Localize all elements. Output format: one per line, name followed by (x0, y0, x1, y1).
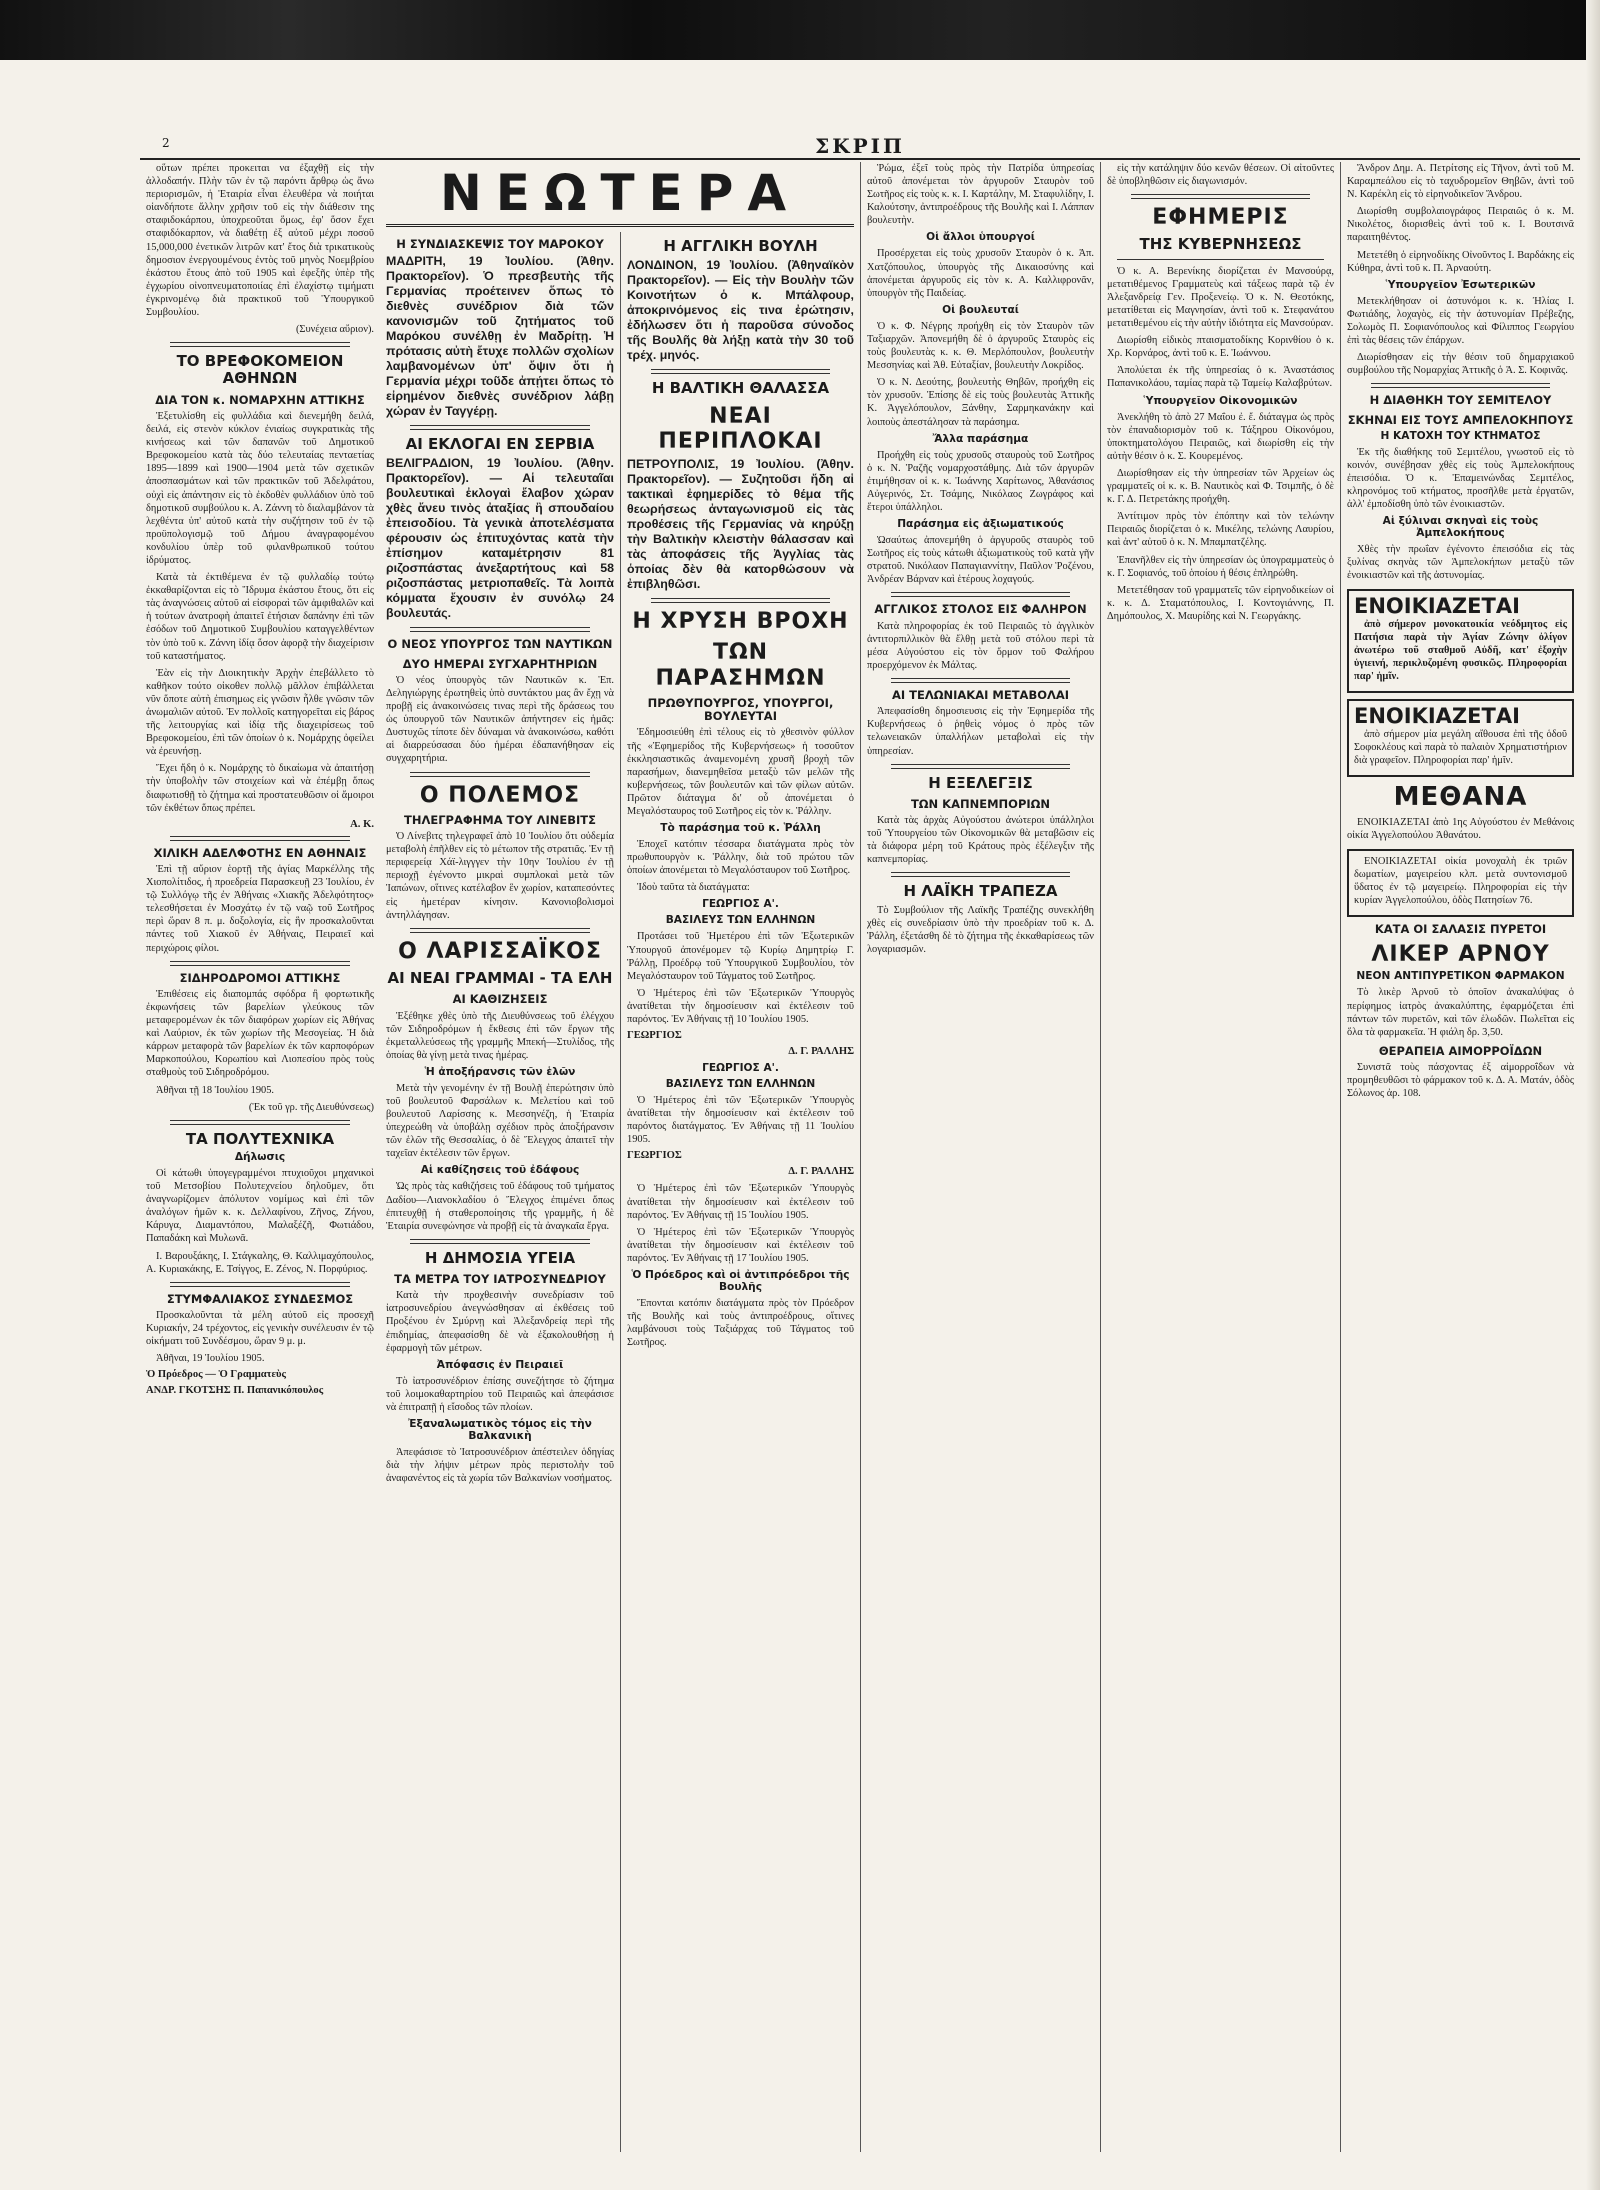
section-divider (410, 1239, 590, 1244)
section-divider (170, 1120, 350, 1125)
dateline: Ἀθῆναι, 19 Ἰουλίου 1905. (156, 1353, 265, 1365)
headline: ΣΙΔΗΡΟΔΡΟΜΟΙ ΑΤΤΙΚΗΣ (179, 970, 341, 985)
article-text: Ἔχει ἤδη ὁ κ. Νομάρχης τὸ δικαίωμα νὰ ἀπαιτήσῃ τὴν ὑποβολὴν τῶν στοιχείων καὶ νὰ ἐπέμβῃ ὅπως διαφωτισθῇ τὸ ζήτημα καὶ προστατευθῶσιν οἱ ἄμοιροι τῶν ἐκθέτων ὅπως πρέπει. (146, 763, 374, 814)
ad-text: ΕΝΟΙΚΙΑΖΕΤΑΙ ἀπὸ 1ης Αὐγούστου ἐν Μεθάνοις οἰκία Ἀγγελοπούλου Ἀθανάτου. (1347, 817, 1574, 842)
section-subhead: Ἡ ἀποξήρανσις τῶν ἑλῶν (424, 1065, 576, 1078)
headline: Η ΒΑΛΤΙΚΗ ΘΑΛΑΣΣΑ (651, 379, 830, 398)
masthead-title: ΣΚΡΙΠ (815, 134, 905, 158)
section-divider (891, 872, 1070, 877)
article-text: Κατὰ πληροφορίας ἐκ τοῦ Πειραιῶς τὸ ἀγγλικὸν ἀντιτορπιλλικὸν θὰ ἔλθῃ μετὰ τοῦ στόλου περὶ τὰ μέσα Αὐγούστου εἰς τὸν ὅρμον τοῦ Φαλήρου προερχόμενον ἐκ Μάλτας. (867, 620, 1094, 671)
headline: Ο ΝΕΟΣ ΥΠΟΥΡΓΟΣ ΤΩΝ ΝΑΥΤΙΚΩΝ (387, 637, 613, 652)
section-divider (410, 627, 590, 632)
decree-text: Ὁ Ἡμέτερος ἐπὶ τῶν Ἐξωτερικῶν Ὑπουργὸς ἀνατίθεται τὴν δημοσίευσιν καὶ ἐκτέλεσιν τοῦ παρόντος. Ἐν Ἀθήναις τῇ 17 Ἰουλίου 1905. (627, 1226, 854, 1264)
headline: Η ΛΑΪΚΗ ΤΡΑΠΕΖΑ (903, 882, 1058, 901)
section-banner-neotera: ΝΕΩΤΕΡΑ (386, 162, 854, 227)
article-text: Ὁ νέος ὑπουργὸς τῶν Ναυτικῶν κ. Ἐπ. Δεληγιώργης ἐρωτηθεὶς ὑπὸ συντάκτου μας ἂν ἔχῃ νὰ προβῇ εἰς ἀνακοινώσεις τινας περὶ τῆς δράσεως του ὡς ὑπουργοῦ τῶν Ναυτικῶν ἀπήντησεν εἰς ἡμᾶς: Δυστυχῶς τίποτε δὲν δύναμαι νὰ ἀνακοινώσω, καθότι αἱ διαρρεύσασαι δύο ἡμέραι ἐδαπανήθησαν εἰς συγχαρητήρια. (386, 674, 614, 765)
decree-text: Ὁ Ἡμέτερος ἐπὶ τῶν Ἐξωτερικῶν Ὑπουργὸς ἀνατίθεται τὴν δημοσίευσιν καὶ ἐκτέλεσιν τοῦ παρόντος. Ἐν Ἀθήναις τῇ 15 Ἰουλίου 1905. (627, 1183, 854, 1221)
running-header (140, 136, 1580, 160)
signature: ΑΝΔΡ. ΓΚΟΤΣΗΣ Π. Παπανικόπουλος (146, 1385, 324, 1397)
scan-edge (1586, 0, 1600, 2190)
column-4 (860, 162, 1100, 2152)
section-subhead: Αἱ καθίζησεις τοῦ ἐδάφους (420, 1164, 580, 1177)
section-divider (410, 772, 590, 777)
scan-top-border (0, 0, 1600, 60)
headline: ΑΓΓΛΙΚΟΣ ΣΤΟΛΟΣ ΕΙΣ ΦΑΛΗΡΟΝ (874, 602, 1087, 617)
ad-headline: ΘΕΡΑΠΕΙΑ ΑΙΜΟΡΡΟΪΔΩΝ (1378, 1043, 1543, 1058)
headline: ΤΑ ΠΟΛΥΤΕΧΝΙΚΑ (185, 1129, 335, 1148)
section-subhead: Παράσημα εἰς ἀξιωματικούς (897, 518, 1064, 531)
article-text: Κατὰ τὰ ἐκτιθέμενα ἐν τῷ φυλλαδίῳ τούτῳ ἐκκαθαρίζονται εἰς τὸ Ἵδρυμα ἑκάστου ἔτους, ὅτι εἰς τὰς ἀναγνώσεις αὐτοῦ αἱ εἰσφοραὶ τῶν ἀμφιθαλῶν καὶ ἡ τούτων ἀνατροφὴ ἀπαιτεῖ ἐτήσιαν δαπάνην ἐπὶ τῶν ἐσόδων τοῦ Δημοτικοῦ Συμβουλίου καταγγελθέντων τὸν ὑπὸ τοῦ κ. Ζάννη ἰδίᾳ ὅσον ἀφορᾷ τὴν διαχείρισιν τοῦ καταστήματος. (146, 572, 374, 662)
article-text: Προήχθη εἰς τοὺς χρυσοῦς σταυροὺς τοῦ Σωτῆρος ὁ κ. Ν. Ῥαζῆς νομαρχοστάθμης. Διὰ τῶν ἀργυρῶν ἐτιμήθησαν οἱ κ. κ. Ἰωάννης Χαρίτωνος, Ἀθανάσιος Αὐγερινός, Στ. Τσάμης, Νικόλαος Ζωγράφος καὶ ἕτεροι ὑπάλληλοι. (867, 449, 1094, 513)
section-divider (170, 342, 350, 347)
headline: ΑΙ ΕΚΛΟΓΑΙ ΕΝ ΣΕΡΒΙΑ (405, 435, 595, 454)
article-text: Προσέρχεται εἰς τοὺς χρυσοῦν Σταυρὸν ὁ κ. Ἀπ. Χατζόπουλος, ὑπουργὸς τῆς Δικαιοσύνης καὶ ἀπονέμεται ἀργυροῦς εἰς τὸν κ. Α. Καλλιφρονᾶν, ὑπουργὸν τῆς Παιδείας. (867, 248, 1094, 299)
dateline: Ἀθῆναι τῇ 18 Ἰουλίου 1905. (156, 1084, 275, 1096)
column-1 (140, 162, 380, 2152)
section-divider (1131, 194, 1310, 199)
article-text: Κατὰ τὰς ἀρχὰς Αὐγούστου ἀνώτεροι ὑπάλληλοι τοῦ Ὑπουργείου τῶν Οἰκονομικῶν θὰ μεταβῶσιν εἰς τὰ διάφορα μέρη τοῦ Κράτους πρὸς ἐξέλεγξιν τῆς καπνεμπορίας. (867, 815, 1094, 866)
article-text: Ἄνδρον Δημ. Α. Πετρίτσης εἰς Τῆνον, ἀντὶ τοῦ Μ. Καραμπεάλου εἰς τὸ ταχυδρομεῖον Θηβῶν, ἀντὶ τοῦ Ν. Καρέκλη εἰς τὸ εἰρηνοδικεῖον Ἄνδρου. (1347, 163, 1574, 201)
headline: Η ΣΥΝΔΙΑΣΚΕΨΙΣ ΤΟΥ ΜΑΡΟΚΟΥ (396, 237, 604, 251)
source-note: (Ἐκ τοῦ γρ. τῆς Διευθύνσεως) (248, 1101, 374, 1113)
article-text: Ῥώμα, ἐξεῖ τοὺς πρὸς τὴν Πατρίδα ὑπηρεσίας αὐτοῦ ἀπονέμεται τὸν ἀργυροῦν Σταυρὸν τοῦ Σωτῆρος εἰς τοὺς κ. κ. Ι. Καρτάλην, Μ. Σταφυλίδην, Ι. Καλούτσην, ἀντιπροέδρους τῆς Βουλῆς καὶ Ι. Λάππαν βουλευτὴν. (867, 163, 1095, 227)
article-text: Ἀντίτιμον πρὸς τὸν ἐπόπτην καὶ τὸν τελώνην Πειραιῶς διορίζεται ὁ κ. Μικέλης, τελώνης Λαυρίου, καὶ ἀντ' αὐτοῦ ὁ κ. Ν. Μπαμπατζέλης. (1107, 511, 1334, 549)
article-text: Ὡσαύτως ἀπονεμήθη ὁ ἀργυροῦς σταυρὸς τοῦ Σωτῆρος εἰς τοὺς κάτωθι ἀξιωματικοὺς τοῦ κατὰ γῆν στρατοῦ. Νικόλαον Παπαγιαννίτην, Παῦλον Ῥοζένου, Ἀνδρέαν Βάρναν καὶ ἑτέρους λοχαγούς. (867, 535, 1094, 586)
article-text: Ὁ Λίνεβιτς τηλεγραφεῖ ἀπὸ 10 Ἰουλίου ὅτι οὐδεμία μεταβολὴ ἐπῆλθεν εἰς τὸ μέτωπον τῆς στρατιᾶς. Ἐν τῇ περιφερείᾳ Χάϊ-λιγγγεν τὴν 10ην Ἰουλίου ἐν τῇ περιοχῇ ἐγένοντο μικραὶ συμπλοκαὶ μετὰ τῶν Ἰαπώνων, οἵτινες κατέλαβον ἓν χωρίον, καταπεσόντες εἰς ἡμετέραν κίνησιν. Κανονιοβολισμοὶ ἀντηλλάγησαν. (386, 831, 614, 921)
headline: ΑΙ ΤΕΛΩΝΙΑΚΑΙ ΜΕΤΑΒΟΛΑΙ (891, 688, 1070, 703)
section-divider (891, 592, 1070, 597)
telegram-text: ΛΟΝΔΙΝΟΝ, 19 Ἰουλίου. (Ἀθηναϊκὸν Πρακτορεῖον). — Εἰς τὴν Βουλὴν τῶν Κοινοτήτων ὁ κ. Μπάλφουρ, ἀποκρινόμενος εἰς τινα ἐρώτησιν, ἐδήλωσεν ὅτι ἡ παροῦσα σύνοδος τῆς Βουλῆς θὰ λήξῃ κατὰ τὴν 30 τοῦ τρέχ. μηνός. (627, 258, 854, 363)
article-text: Διωρίσθησαν εἰς τὴν θέσιν τοῦ δημαρχιακοῦ συμβούλου τῆς Νομαρχίας Ἀττικῆς ὁ Ἀ. Σ. Κοφινᾶς. (1347, 352, 1574, 377)
subheadline: ΤΩΝ ΚΑΠΝΕΜΠΟΡΙΩΝ (910, 796, 1051, 811)
ad-headline: ΕΝΟΙΚΙΑΖΕΤΑΙ (1354, 704, 1520, 729)
column-3 (620, 232, 860, 2152)
article-text: Ὁ κ. Α. Βερενίκης διορίζεται ἐν Μανσούρᾳ, μετατιθέμενος Γραμματεὺς καὶ τάξεως παρὰ τῷ ἐν Ἀλεξανδρείᾳ Γεν. Προξενείῳ. Ὁ κ. Ν. Θεοτόκης, μετατίθεται εἰς Μαγνησίαν, ἀντὶ τοῦ κ. Στεφανάτου μετατιθεμένου εἰς τὴν αὐτὴν ἰδιότητα εἰς Μανσούραν. (1107, 265, 1334, 330)
subheadline: ΤΗΛΕΓΡΑΦΗΜΑ ΤΟΥ ΛΙΝΕΒΙΤΣ (404, 812, 596, 827)
subheadline: ΑΙ ΚΑΘΙΖΗΣΕΙΣ (452, 992, 548, 1007)
classified-ad (1347, 589, 1574, 694)
subheadline: ΤΗΣ ΚΥΒΕΡΝΗΣΕΩΣ (1139, 235, 1302, 254)
headline: Η ΔΗΜΟΣΙΑ ΥΓΕΙΑ (424, 1248, 576, 1267)
headline-line-2: ΤΩΝ ΠΑΡΑΣΗΜΩΝ (655, 640, 826, 691)
article-text: Ὁ κ. Ν. Δεούτης, βουλευτὴς Θηβῶν, προήχθη εἰς τὸν χρυσοῦν. Ἐπίσης δὲ εἰς τοὺς βουλευτὰς Ἀττικῆς Κ. Ἀγγελόπουλον, Ξάνθην, Σαρμηκανάκην καὶ λοιποὺς ἀπεστάλησαν τὰ παράσημα. (867, 377, 1094, 428)
article-text: Ἐδημοσιεύθη ἐπὶ τέλους εἰς τὸ χθεσινὸν φύλλον τῆς «Ἐφημερίδος τῆς Κυβερνήσεως» ἡ τοσοῦτον ἐκκλησιαστικῶς ἀναμενομένη χρυσῆ βροχὴ τῶν παρασήμων, διανεμηθεῖσα μεταξὺ τῶν μελῶν τῆς κυβερνήσεως, τῶν βουλευτῶν καὶ τῶν φίλων αὐτῶν. Πρῶτον διάταγμα δι' οὗ ἀπονέμεται ὁ Μεγαλόσταυρος τοῦ Σωτῆρος εἰς τὸν κ. Ῥάλλην. (627, 727, 854, 817)
article-text: Ἀπεφασίσθη δημοσιευσις εἰς τὴν Ἐφημερίδα τῆς Κυβερνήσεως ὁ ῥηθεὶς νόμος ὁ πρὸς τῶν τελωνειακῶν ὑπαλλήλων μεταβολαὶ εἰς τὴν ὑπηρεσίαν. (867, 706, 1094, 757)
decree-text: Ὁ Ἡμέτερος ἐπὶ τῶν Ἐξωτερικῶν Ὑπουργὸς ἀνατίθεται τὴν δημοσίευσιν καὶ ἐκτέλεσιν τοῦ παρόντος διατάγματος. Ἐν Ἀθήναις τῇ 11 Ἰουλίου 1905. (627, 1095, 854, 1146)
article-text: Ἐὰν εἰς τὴν Διοικητικὴν Ἀρχὴν ἐπεβάλλετο τὸ καθῆκον τούτο οἰκοθεν πολλῷ μᾶλλον ἐπιβάλλεται νῦν ὅποτε αὐτὴ ἐπισημως εἰς γνῶσιν ἦλθε γνῶσιν τῶν ἀνωμαλιῶν αὐτοῦ. Ἐν πολλοῖς κατηγορεῖται εἰς βάρος τῆς λειτουργίας καὶ ἰδίᾳ τῆς διαχειρίσεως τοῦ Βρεφοκομείου, ἐπὶ τῶν ὁποίων ὁ κ. Νομάρχης ὀφείλει νὰ ἐρευνήσῃ. (146, 667, 374, 758)
headline: Ο ΠΟΛΕΜΟΣ (419, 782, 581, 808)
headline: ΕΦΗΜΕΡΙΣ (1152, 205, 1289, 231)
article-text: Χθὲς τὴν πρωΐαν ἐγένοντο ἐπεισόδια εἰς τὰς ξυλίνας σκηνὰς τῶν Ἀμπελοκήπων μεταξὺ τῶν ἐνοικιαστῶν καὶ τῆς ἀστυνομίας. (1347, 544, 1574, 582)
section-subhead: Ἀπόφασις ἐν Πειραιεῖ (436, 1358, 564, 1371)
article-text: Ἐπανῆλθεν εἰς τὴν ὑπηρεσίαν ὡς ὑπογραμματεὺς ὁ κ. Γ. Σοφιανός, τοῦ ὁποίου ἡ θέσις ἐπληρώθη. (1107, 554, 1334, 579)
decree-text: Προτάσει τοῦ Ἡμετέρου ἐπὶ τῶν Ἐξωτερικῶν Ὑπουργοῦ ἀπονέμομεν τῷ Κυρίῳ Δημητρίῳ Γ. Ῥάλλῃ, Προέδρῳ τοῦ Ὑπουργικοῦ Συμβουλίου, τὸν Μεγαλόσταυρον τοῦ Τάγματος τοῦ Σωτῆρος. (627, 931, 854, 982)
section-divider (170, 1282, 350, 1287)
decree-king: ΓΕΩΡΓΙΟΣ Α'. (702, 898, 779, 911)
section-subhead: Οἱ βουλευταί (942, 303, 1019, 316)
subheadline: ΤΑ ΜΕΤΡΑ ΤΟΥ ΙΑΤΡΟΣΥΝΕΔΡΙΟΥ (394, 1272, 606, 1287)
section-divider (651, 598, 830, 603)
subheadline: ΔΥΟ ΗΜΕΡΑΙ ΣΥΓΧΑΡΗΤΗΡΙΩΝ (402, 656, 598, 671)
decree-signature: ΓΕΩΡΓΙΟΣ (627, 1030, 682, 1042)
telegram-text: ΜΑΔΡΙΤΗ, 19 Ἰουλίου. (Ἀθην. Πρακτορεῖον). Ὁ πρεσβευτὴς τῆς Γερμανίας προέτεινεν ὅπως τὸ διεθνὲς συνέδριον διὰ τῶν κανονισμῶν τοῦ ζητήματος τοῦ Μαρόκου συνέλθῃ ἐν Μαδρίτῃ. Ἡ πρότασις αὐτὴ ἔτυχε πολλῶν σχολίων λαμβανομένων ὑπ' ὄψιν ὅτι ἡ Γερμανία μέχρι τοῦδε ἀπῄτει ὅπως τὸ εἰρημένον διεθνὲς συνέδριον λάβῃ χώραν ἐν Ταγγέρῃ. (386, 254, 614, 419)
signature: Ὁ Πρόεδρος — Ὁ Γραμματεὺς (146, 1369, 287, 1381)
headline: Ο ΛΑΡΙΣΣΑΪΚΟΣ (398, 938, 602, 964)
headline: Η ΕΞΕΛΕΓΞΙΣ (928, 773, 1033, 792)
article-text: οὕτων πρέπει προκειται να ἐξαχθῇ εἰς τὴν ἀλλοδαπήν. Πλὴν τῶν ἐν τῷ παρόντι ἄρθρῳ ὡς ἄνω περιορισμῶν, ἡ Ἑταιρία εἶναι ἐλευθέρα νὰ ποιήται οἱανδήποτε ἄλλην χρῆσιν τοῦ εἰς τὴν διάθεσιν της σταφιδοκάρπου, ὑποχρεοῦται ὅμως, ἐφ' ὅσον ἔχει σταφιδόκαρπον, νὰ διαθέτῃ ἐξ αὐτοῦ μέχρι ποσοῦ 15,000,000 ἐνετικῶν λιτρῶν κατ' ἔτος διὰ τρικατικοὺς δημοσιον ἐνεργουμένους ἐντὸς τοῦ μηνὸς Νοεμβρίου ἑκάστου ἔτους ἀπὸ τοῦ 1905 καὶ ἐφεξῆς ὑπὲρ τῆς ἐγχωρίου οἰνοπνευματοποιίας ἐπὶ ἐλαχίστῳ τιμήματι ἐγκρινομένῳ διὰ πρακτικοῦ τοῦ Ὑπουργικοῦ Συμβουλίου. (146, 163, 374, 319)
ad-text: Τὸ λικὲρ Ἀρνοῦ τὸ ὁποῖον ἀνακαλύψας ὁ περίφημος ἰατρὸς ἀνακαλύπτης, ἐφαρμόζεται ἐπὶ πάντων τῶν πυρετῶν, καὶ τῶν ἑλωδῶν. Πωλεῖται εἰς ὅλα τὰ φαρμακεῖα. Ἡ φιάλη δρ. 3,50. (1347, 987, 1574, 1038)
article-text: Οἱ κάτωθι ὑπογεγραμμένοι πτυχιοῦχοι μηχανικοὶ τοῦ Μετσοβίου Πολυτεχνείου δηλοῦμεν, ὅτι ἀναγνωρίζομεν ἀπόλυτον νομίμως καὶ ἐπὶ τῶν ἀναλόγων ἡμῶν κ. κ. Δελλαφίνου, Ζῆνος, Ζήνου, Κάρυγα, Διαμαντόπου, Μαλαξέζῆ, Φωτιάδου, Παπαδάκη καὶ Μυλωνᾶ. (146, 1167, 374, 1245)
ad-headline: ΚΑΤΑ ΟΙ ΣΑΛΑΣΙΣ ΠΥΡΕΤΟΙ (1374, 921, 1547, 936)
article-text: Ἔπονται κατόπιν διατάγματα πρὸς τὸν Πρόεδρον τῆς Βουλῆς καὶ τοὺς ἀντιπροέδρους, οἵτινες λαμβάνουσι τοὺς Ταξιάρχας τοῦ Τάγματος τοῦ Σωτῆρος. (627, 1298, 854, 1349)
article-text: Διωρίσθησαν εἰς τὴν ὑπηρεσίαν τῶν Ἀρχείων ὡς γραμματεῖς οἱ κ. κ. Β. Ναυτικὸς καὶ Φ. Τσιμπῆς, ὁ δὲ κ. Γ. Δ. Πετρετάκης προήχθη. (1107, 467, 1334, 506)
section-subhead: Οἱ ἄλλοι ὑπουργοί (926, 231, 1035, 244)
article-text: Ἀνεκλήθη τὸ ἀπὸ 27 Μαΐου ἐ. ἔ. διάταγμα ὡς πρὸς τὸν ἐπαναδιορισμὸν τοῦ κ. Τάξηρου Οἰκονόμου, ὑποκτηματολόγου Πειραιῶς, καὶ διωρίσθη εἰς τὴν αὐτὴν θέσιν ὁ κ. Σ. Κουρεμένος. (1107, 411, 1334, 462)
section-subhead: Τὸ παράσημα τοῦ κ. Ῥάλλη (660, 822, 821, 835)
signatories: Ι. Βαρουξάκης, Ι. Στάγκαλης, Θ. Καλλιμαχόπουλος, Α. Κυριακάκης, Ε. Τσίγγος, Ε. Ζένος, Ν. Πορφύριος. (146, 1250, 374, 1275)
headline: ΧΙΛΙΚΗ ΑΔΕΛΦΟΤΗΣ ΕΝ ΑΘΗΝΑΙΣ (153, 845, 367, 860)
section-subhead: Ὁ Πρόεδρος καὶ οἱ ἀντιπρόεδροι τῆς Βουλῆς (631, 1269, 850, 1294)
article-text: Μετετέθη ὁ εἰρηνοδίκης Οἰνοῦντος Ι. Βαρδάκης εἰς Κύθηρα, ἀντὶ τοῦ κ. Π. Ἀρναούτη. (1347, 249, 1574, 274)
headline: Η ΑΓΓΛΙΚΗ ΒΟΥΛΗ (663, 237, 818, 255)
ad-subheadline: ΝΕΟΝ ΑΝΤΙΠΥΡΕΤΙΚΟΝ ΦΑΡΜΑΚΟΝ (1356, 970, 1565, 983)
headline: ΣΤΥΜΦΑΛΙΑΚΟΣ ΣΥΝΔΕΣΜΟΣ (166, 1291, 354, 1306)
ad-text: ΕΝΟΙΚΙΑΖΕΤΑΙ οἰκία μονοχαλὴ ἐκ τριῶν δωματίων, μαγειρείου κλπ. μετὰ συντονισμοῦ ὕδατος ἐν τῷ μαγειρείῳ. Πληροφορίαι εἰς τὴν κυρίαν Ἀγγελοπούλου, ὁδὸς Πατησίων 76. (1354, 855, 1567, 906)
rule (1117, 259, 1324, 260)
article-text: Ὡς πρὸς τὰς καθιζήσεις τοῦ ἐδάφους τοῦ τμήματος Δαδίου—Λιανοκλαδίου ὁ Ἔλεγχος ἐπιμένει ὅπως ἐπιτευχθῇ ἡ σταθεροποίησις τῆς γραμμῆς, ἡ δὲ Ἑταιρία συνεφώνησε νὰ προβῇ εἰς τὰ ἀναγκαῖα ἔργα. (386, 1181, 614, 1232)
article-text: Ἐποχεῖ κατόπιν τέσσαρα διατάγματα πρὸς τὸν πρωθυπουργὸν κ. Ῥάλλην, διὰ τοῦ πρώτου τῶν ὁποίων ἀπονέμεται τὸ Μεγαλόσταυρον τοῦ Σωτῆρος. (627, 839, 854, 877)
decree-king: ΓΕΩΡΓΙΟΣ Α'. (702, 1062, 779, 1075)
telegram-text: ΠΕΤΡΟΥΠΟΛΙΣ, 19 Ἰουλίου. (Ἀθην. Πρακτορεῖον). — Συζητοῦσι ἤδη αἱ τακτικαὶ ἐφημερίδες τὸ θέμα τῆς θεωρήσεως ἀνταγωνισμοῦ εἰς τὰς προθέσεις τῆς Γερμανίας νὰ κηρύξῃ τὴν Βαλτικὴν κλειστὴν θάλασσαν καὶ τὰς ἀποφάσεις τῆς Ἀγγλίας τὰς ὁποίας δὲν θὰ κατορθώσουν νὰ ἐπιβληθῶσι. (627, 457, 854, 592)
column-5 (1100, 162, 1340, 2152)
ad-product-name: ΛΙΚΕΡ ΑΡΝΟΥ (1371, 942, 1550, 968)
subheadline: ΔΙΑ ΤΟΝ κ. ΝΟΜΑΡΧΗΝ ΑΤΤΙΚΗΣ (155, 392, 365, 407)
decree-countersign: Δ. Γ. ΡΑΛΛΗΣ (788, 1166, 854, 1178)
headline: Η ΧΡΥΣΗ ΒΡΟΧΗ (632, 609, 849, 635)
subheadline: ΠΡΩΘΥΠΟΥΡΓΟΣ, ΥΠΟΥΡΓΟΙ, ΒΟΥΛΕΥΤΑΙ (647, 695, 834, 724)
article-text: Προσκαλοῦνται τὰ μέλη αὐτοῦ εἰς προσεχῆ Κυριακήν, 24 τρέχοντος, εἰς γενικὴν συνέλευσιν ἐν τῷ οἰκήματι τοῦ Συνδέσμου, ὥραν 9 μ. μ. (146, 1309, 374, 1348)
section-divider (1371, 383, 1550, 388)
article-text: Μετὰ τὴν γενομένην ἐν τῇ Βουλῇ ἐπερώτησιν ὑπὸ τοῦ βουλευτοῦ Φαρσάλων κ. Μελετίου καὶ τοῦ βουλευτοῦ Λαρίσσης κ. Μεσσηνέζη, ἡ Ἑταιρία ὑπεχρεώθη νὰ ὑποβάλῃ σχέδιον πρὸς ἀποξήρανσιν τῶν ἑλῶν τῆς Θεσσαλίας, ὁ δὲ Ἔλεγχος ἀπαιτεῖ τὴν ταχεῖαν ἐκτέλεσιν τῶν ἔργων. (386, 1082, 614, 1160)
article-text: Κατὰ τὴν προχθεσινὴν συνεδρίασιν τοῦ ἰατροσυνεδρίου ἀνεγνώσθησαν αἱ ἐκθέσεις τοῦ Προξένου ἐν Σμύρνῃ καὶ Ἀλεξανδρείᾳ περὶ τῆς ἐπιδημίας, ἀπεφασίσθη δὲ νὰ ἐξακολουθήσῃ ἡ ἐφαρμογὴ τῶν μέτρων. (386, 1290, 614, 1354)
signature: Α. Κ. (350, 818, 374, 830)
column-2 (380, 232, 620, 2152)
article-text: Ἀπεφάσισε τὸ Ἰατροσυνέδριον ἀπέστειλεν ὁδηγίας διὰ τὴν λήψιν μέτρων πρὸς περιστολὴν τοῦ ἀναφανέντος εἰς τὰ χωρία τῶν Βαλκανίων νοσήματος. (386, 1447, 614, 1485)
classified-ad (1347, 699, 1574, 777)
decree-countersign: Δ. Γ. ΡΑΛΛΗΣ (788, 1046, 854, 1058)
article-text: Διωρίσθη εἰδικὸς πταισματοδίκης Κορινθίου ὁ κ. Χρ. Κορνάρος, ἀντὶ τοῦ κ. Ε. Ἰωάννου. (1107, 335, 1334, 360)
ad-text: Συνιστᾶ τοὺς πάσχοντας ἐξ αἱμορροΐδων νὰ προμηθευθῶσι τὸ φάρμακον τοῦ κ. Δ. Α. Ματάν, ὁδὸς Σόλωνος ἀρ. 108. (1347, 1062, 1574, 1100)
newspaper-page (140, 162, 1580, 2152)
article-text: Ἐπὶ τῇ αὔριον ἑορτῇ τῆς ἁγίας Μαρκέλλης τῆς Χιοπολίτιδος, ἡ προεδρεία Παρασκευῇ 23 Ἰουλίου, ἐν τῷ Συλλόγῳ τῆς ἐν Ἀθήναις «Χιακῆς Ἀδελφότητος» τελεσθήσεται ἐν Μοσχάτῳ ἐν τῷ ναῷ τοῦ Σωτῆρος περὶ ὥραν 8 π. μ. δοξολογία, εἰς ἣν προσκαλοῦνται πάντες τοῦ Χιακοῦ ἐν Ἀθήναις, Πειραιεῖ καὶ περιχώροις φίλοι. (146, 863, 374, 954)
section-divider (410, 425, 590, 430)
section-divider (891, 764, 1070, 769)
subheadline: Δήλωσις (234, 1150, 286, 1163)
article-text: Ἐξετυλίσθη εἰς φυλλάδια καὶ διενεμήθη δειλά, δειλά, εἰς στενὸν κύκλον ἐνιαίως συγκρατικὰς τῆς κινήσεως καὶ τῶν δαπανῶν τοῦ Δημοτικοῦ Βρεφοκομείου κατὰ τὰς δύο τελευταίας πενταετίας 1895—1899 καὶ 1900—1904 μετὰ τῶν σχετικῶν ἀποσπασμάτων καὶ τῶν πρακτικῶν τοῦ Ἀδελφάτου, οὐχὶ εἰς ἀπάντησιν εἰς τὸ ἐκδοθὲν φυλλάδιον ὑπὸ τοῦ δημοτικοῦ συμβούλου κ. Α. Ζάννη τὸ διαλαμβάνον τὰ λεχθέντα ὑπ' αὐτοῦ κατὰ τὴν συζήτησιν τοῦ ἐν τῷ προϋπολογισμῷ τοῦ Δήμου ἀναγραφομένου κονδυλίου ὑπὲρ τοῦ φιλανθρωπικοῦ τούτου ἱδρύματος. (146, 410, 374, 566)
subheadline: ΣΚΗΝΑΙ ΕΙΣ ΤΟΥΣ ΑΜΠΕΛΟΚΗΠΟΥΣ (1347, 412, 1574, 427)
section-subhead: Αἱ ξύλιναι σκηναὶ εἰς τοὺς Ἀμπελοκήπους (1382, 515, 1539, 540)
section-subhead: Ἐξαναλωματικὸς τόμος εἰς τὴν Βαλκανικὴ (408, 1418, 592, 1443)
subheadline: ΑΙ ΝΕΑΙ ΓΡΑΜΜΑΙ - ΤΑ ΕΛΗ (387, 969, 613, 988)
telegram-text: ΒΕΛΙΓΡΑΔΙΟΝ, 19 Ἰουλίου. (Ἀθην. Πρακτορεῖον). — Αἱ τελευταῖαι βουλευτικαὶ ἐκλογαὶ ἔλαβον χώραν χθὲς ἄνευ τινὸς ἀταξίας ἢ σπουδαίου ἐπεισοδίου. Τὰ γενικὰ ἀποτελέσματα φέρουσιν ὡς ἐπιτυχόντας κατὰ τὴν ἐπίσημον καταμέτρησιν 81 ριζοσπάστας ἀνεξαρτήτους καὶ 58 ριζοσπάστας μετριοπαθεῖς. Τὰ λοιπὰ κόμματα ἔχουσιν ἐν συνόλῳ 24 βουλευτάς. (386, 456, 614, 621)
article-text: Τὸ ἰατροσυνέδριον ἐπίσης συνεζήτησε τὸ ζήτημα τοῦ λοιμοκαθαρτηρίου τοῦ Πειραιῶς καὶ ἀπεφάσισε νὰ ἐπιτραπῇ ἡ εἴσοδος τῶν πλοίων. (386, 1375, 614, 1413)
subheadline: ΝΕΑΙ ΠΕΡΙΠΛΟΚΑΙ (658, 403, 823, 454)
classified-ad (1347, 849, 1574, 917)
ad-text: ἀπὸ σήμερον μονοκατοικία νεόδμητος εἰς Πατήσια παρὰ τὴν Ἁγίαν Ζώνην ὀλίγον ἀνωτέρω τοῦ σταθμοῦ Αὐδῆ, κατ' ἐξοχὴν ὑγιεινή, περικλυζομένη φυσικῶς. Πληροφορίαι παρ' ἡμῖν. (1354, 618, 1567, 682)
headline: ΤΟ ΒΡΕΦΟΚΟΜΕΙΟΝ ΑΘΗΝΩΝ (176, 352, 344, 388)
decree-title: ΒΑΣΙΛΕΥΣ ΤΩΝ ΕΛΛΗΝΩΝ (665, 914, 816, 927)
section-subhead: Ἄλλα παράσημα (932, 432, 1029, 445)
article-text: Ἀπολύεται ἐκ τῆς ὑπηρεσίας ὁ κ. Ἀναστάσιος Παπανικολάου, ταμίας παρὰ τῷ Ταμείῳ Καλαβρύτων. (1107, 365, 1334, 390)
article-text: Διωρίσθη συμβολαιογράφος Πειραιῶς ὁ κ. Μ. Νικολέτος, διορισθεὶς ἀντὶ τοῦ κ. Ι. Βουτσινᾶ παραιτηθέντος. (1347, 206, 1574, 244)
section-divider (170, 961, 350, 966)
decree-title: ΒΑΣΙΛΕΥΣ ΤΩΝ ΕΛΛΗΝΩΝ (665, 1078, 816, 1091)
section-subhead: Ὑπουργεῖον Οἰκονομικῶν (1143, 394, 1298, 407)
article-text: εἰς τὴν κατάληψιν δύο κενῶν θέσεων. Οἱ αἰτοῦντες δὲ ὑποβληθῶσιν εἰς διαγωνισμόν. (1107, 163, 1334, 188)
ad-headline: ΕΝΟΙΚΙΑΖΕΤΑΙ (1354, 593, 1520, 618)
ad-text: ἀπὸ σήμερον μία μεγάλη αἴθουσα ἐπὶ τῆς ὁδοῦ Σοφοκλέους καὶ παρὰ τὸ παλαιὸν Χρηματιστήριον διὰ γραφεῖον. Πληροφορίαι παρ' ἡμῖν. (1354, 729, 1567, 767)
section-divider (410, 928, 590, 933)
section-subhead: Ὑπουργεῖον Ἐσωτερικῶν (1385, 278, 1536, 291)
article-text: Ἐκ τῆς διαθήκης τοῦ Σεμιτέλου, γνωστοῦ εἰς τὸ κοινόν, συνέβησαν χθὲς εἰς τοὺς Ἀμπελοκήπους ἐπεισόδια. Ὁ κ. Ἐπαμεινώνδας Σεμιτέλος, κληρονόμος τοῦ κτήματος, προσῆλθε μετὰ ἐργατῶν, ἀλλ' ἐμποδίσθη ὑπὸ τῶν ἐνοικιαστῶν. (1347, 446, 1574, 511)
article-text: Ὁ κ. Φ. Νέγρης προήχθη εἰς τὸν Σταυρὸν τῶν Ταξιαρχῶν. Ἀπονεμήθη δὲ ὁ ἀργυροῦς Σταυρὸς εἰς τοὺς βουλευτὰς κ. κ. Θ. Μερλόπουλον, βουλευτὴν Μεσσηνίας καὶ Ἀθ. Εὐταξίαν, βουλευτὴν Λοκρίδος. (867, 320, 1094, 372)
section-divider (651, 369, 830, 374)
headline: Η ΔΙΑΘΗΚΗ ΤΟΥ ΣΕΜΙΤΕΛΟΥ (1369, 393, 1552, 408)
continuation-note: (Συνέχεια αὔριον). (295, 324, 374, 336)
article-text: Μετετέθησαν τοῦ γραμματεῖς τῶν εἰρηνοδικείων οἱ κ. κ. Δ. Σταματόπουλος, Ι. Κοντογιάννης, Π. Δημόπουλος, Χ. Μαυρίδης καὶ Ν. Γεωργάκης. (1107, 584, 1334, 622)
section-divider (891, 678, 1070, 683)
subheadline: Η ΚΑΤΟΧΗ ΤΟΥ ΚΤΗΜΑΤΟΣ (1380, 429, 1541, 442)
section-divider (170, 836, 350, 841)
article-text: Ἐπιθέσεις εἰς διαπομπάς σφόδρα ἢ φορτωτικῆς ἐκφωνήσεις τῶν βαρελίων γλεύκους τῶν μεταφερομένων ἐκ τῶν διαφόρων χωρίων εἰς Ἀθήνας καὶ Λαύριον, ἐκ τῶν χωρίων τῆς Μεσογείας. Ἡ διὰ κάρρων μεταφορὰ τῶν βαρελίων ἐκ τῶν καρποφόρων Μαρκοπούλου, Κορωπίου καὶ Λιοπεσίου πρὸς τοὺς σταθμοὺς τοῦ Σιδηροδρόμου. (146, 988, 374, 1079)
column-6 (1340, 162, 1580, 2152)
decree-signature: ΓΕΩΡΓΙΟΣ (627, 1150, 682, 1162)
article-text: Ἰδοὺ ταῦτα τὰ διατάγματα: (637, 882, 750, 894)
article-text: Τὸ Συμβούλιον τῆς Λαϊκῆς Τραπέζης συνεκλήθη χθὲς εἰς συνεδρίασιν ὑπὸ τὴν προεδρίαν τοῦ κ. Δ. Ῥάλλη, ἐξετάσθη δὲ τὸ ζήτημα τῆς ἐκκαθαρίσεως τῶν λογαριασμῶν. (867, 904, 1094, 955)
article-text: Μετεκλήθησαν οἱ ἀστυνόμοι κ. κ. Ἠλίας Ι. Φωτιάδης, λοχαγὸς, εἰς τὴν ἀστυνομίαν Πρέβεζης, Σολωμὸς Π. Σοφιανόπουλος καὶ Φίλιππος Γεωργίου ἐπὶ τὰς θέσεις τῶν ἐπάρχων. (1347, 295, 1574, 347)
page-mark: 2 (162, 136, 170, 150)
article-text: Ἐξέθηκε χθὲς ὑπὸ τῆς Διευθύνσεως τοῦ ἐλέγχου τῶν Σιδηροδρόμων ἡ ἔκθεσις ἐπὶ τῶν ἔργων τῆς ἐκμεταλλεύσεως τῆς γραμμῆς Μπεκή—Στυλίδος, τῆς ὁποίας θὰ γίνῃ μετὰ τινας ἡμέρας. (386, 1010, 614, 1061)
decree-text: Ὁ Ἡμέτερος ἐπὶ τῶν Ἐξωτερικῶν Ὑπουργὸς ἀνατίθεται τὴν δημοσίευσιν καὶ ἐκτέλεσιν τοῦ παρόντος. Ἐν Ἀθήναις τῇ 10 Ἰουλίου 1905. (627, 987, 854, 1026)
ad-headline: ΜΕΘΑΝΑ (1393, 782, 1528, 813)
